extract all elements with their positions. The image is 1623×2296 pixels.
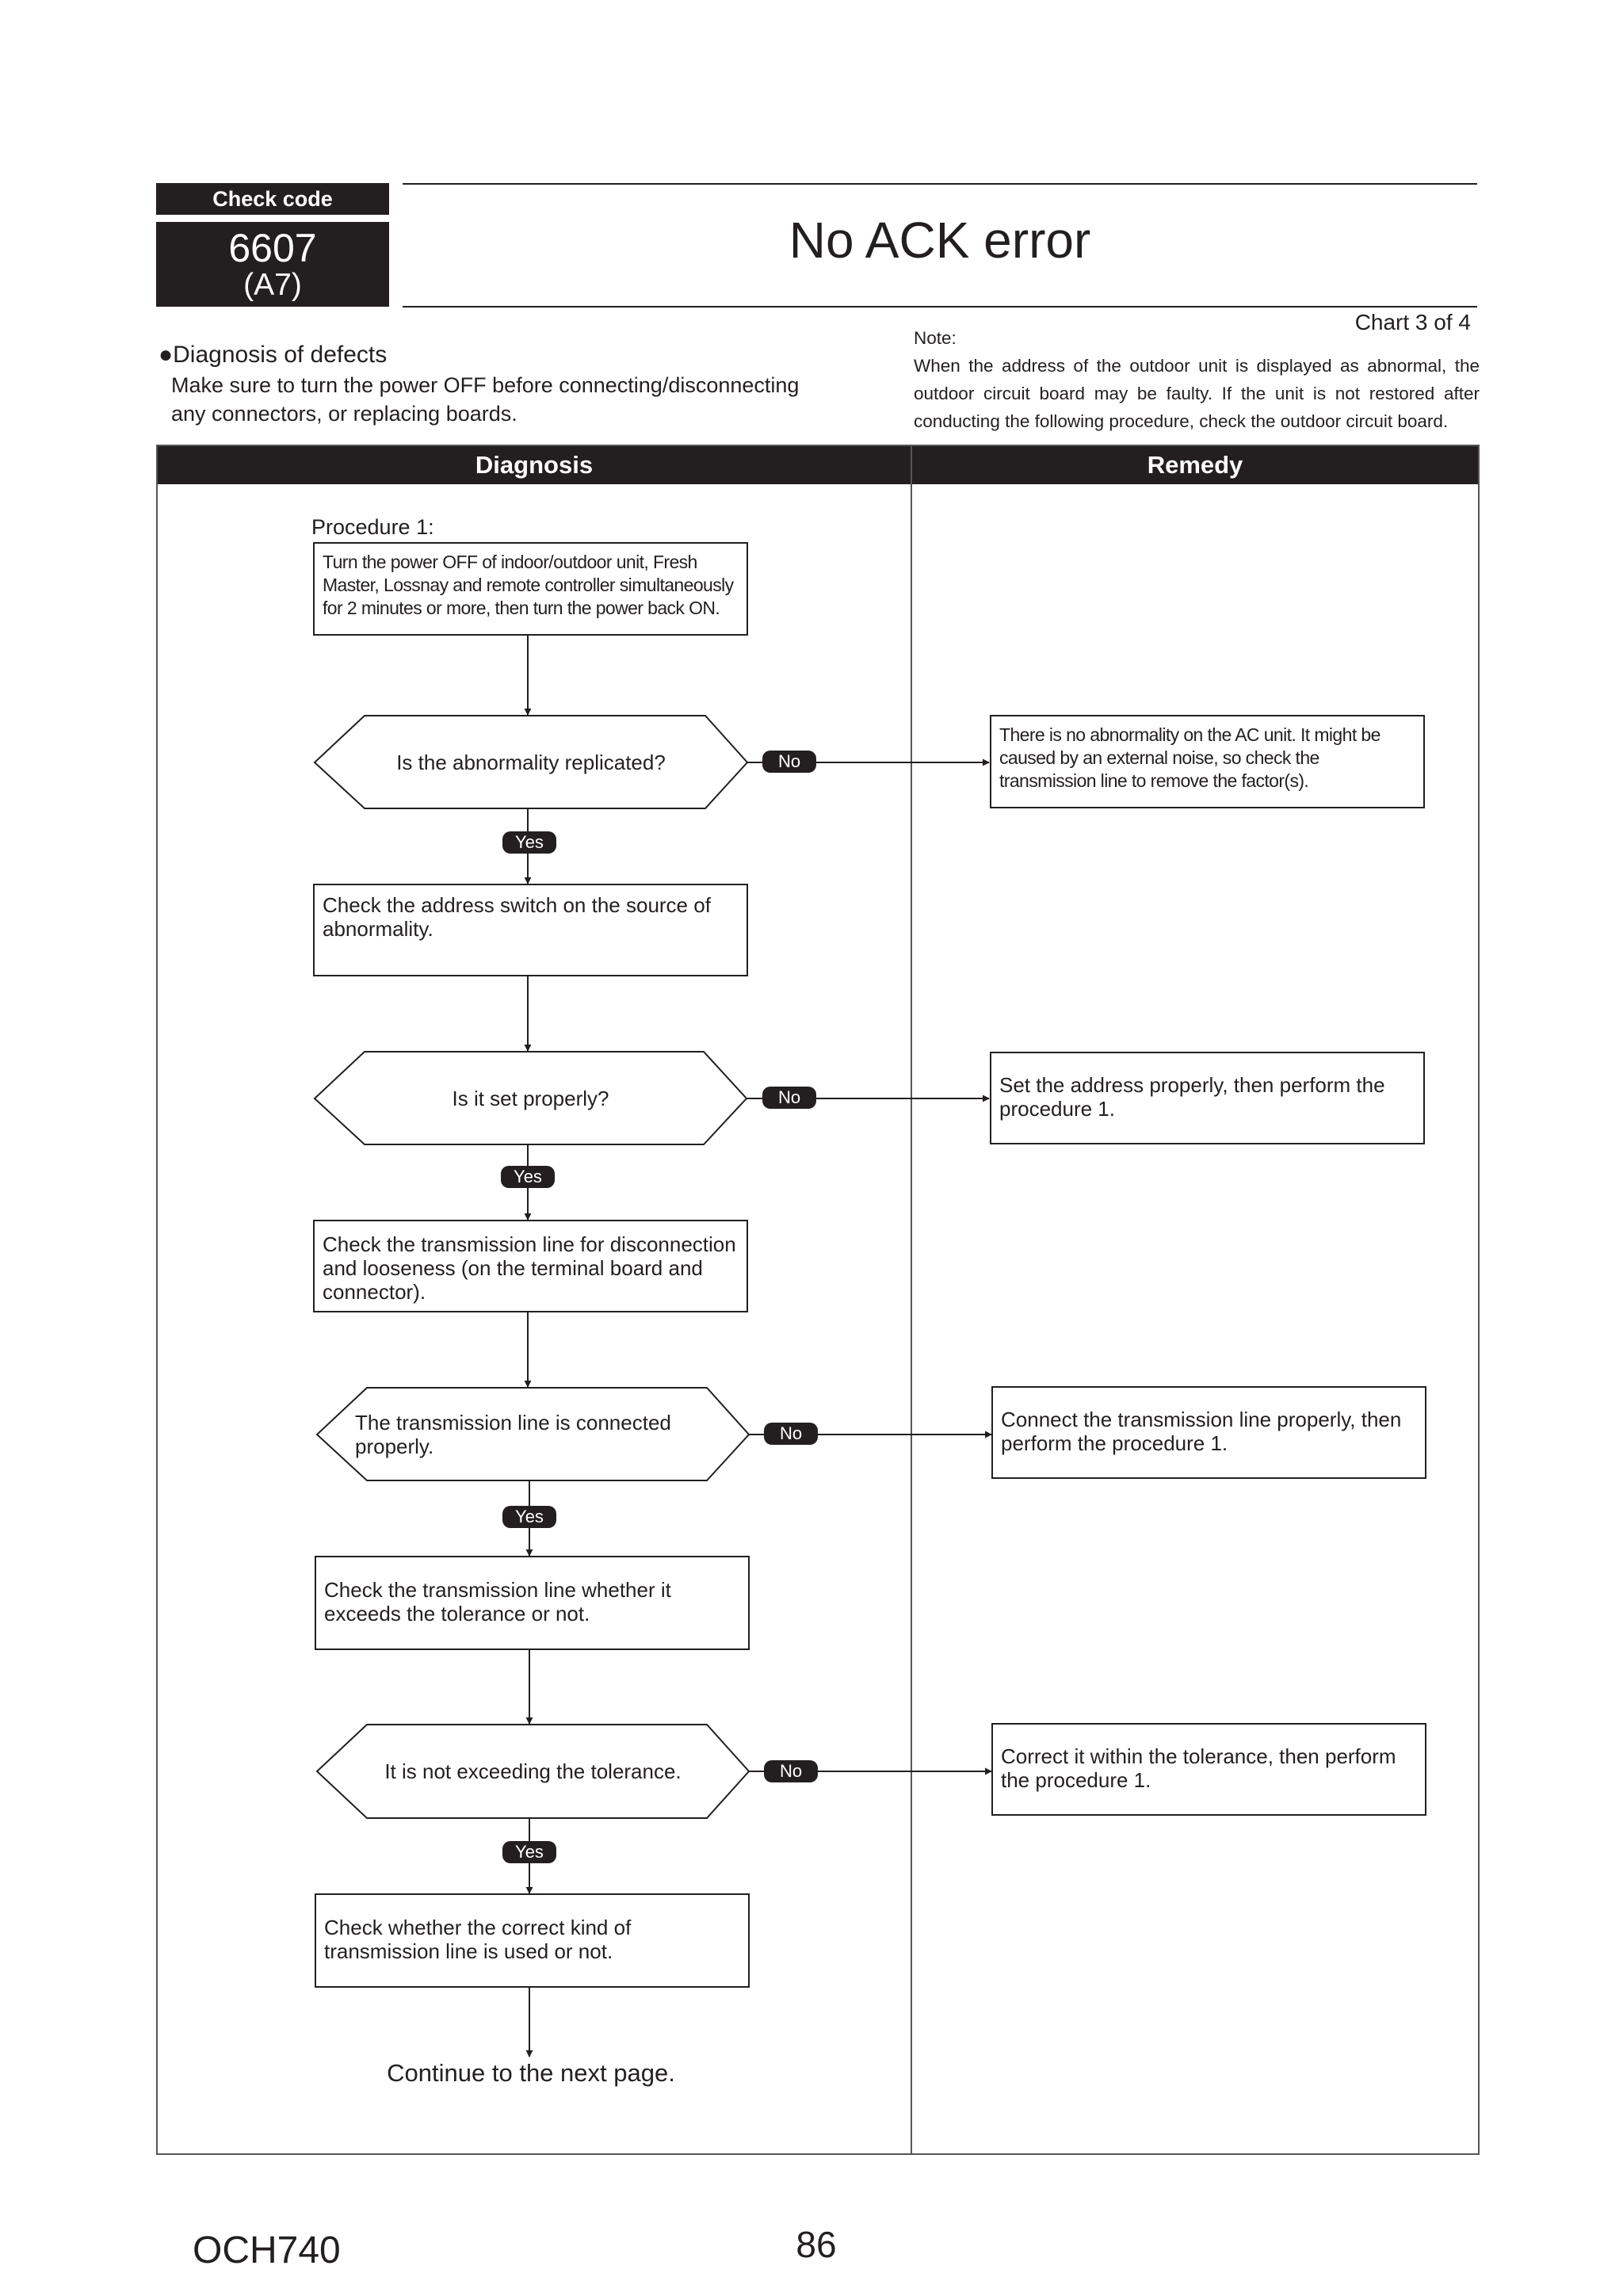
column-header-diagnosis: Diagnosis bbox=[475, 451, 594, 479]
chart-indicator: Chart 3 of 4 bbox=[1354, 310, 1471, 334]
step-5-box: Check whether the correct kind of transmission line is used or not. bbox=[315, 1893, 750, 1988]
yes-badge-1: Yes bbox=[502, 831, 556, 854]
check-code-label: Check code bbox=[156, 183, 389, 215]
page-title: No ACK error bbox=[789, 212, 1091, 269]
yes-badge-3: Yes bbox=[502, 1506, 556, 1528]
remedy-1-box: There is no abnormality on the AC unit. It might be caused by an external noise, so check the transmission line to remove the factor(s). bbox=[990, 715, 1425, 808]
procedure-label: Procedure 1: bbox=[311, 515, 434, 539]
decision-1-text: Is the abnormality replicated? bbox=[396, 750, 666, 774]
remedy-2-box: Set the address properly, then perform the procedure 1. bbox=[990, 1052, 1425, 1144]
no-badge-2: No bbox=[762, 1087, 816, 1109]
instruction-line-1: Make sure to turn the power OFF before connecting/disconnecting bbox=[171, 373, 800, 397]
no-badge-3: No bbox=[764, 1423, 818, 1445]
yes-badge-2: Yes bbox=[501, 1166, 555, 1188]
remedy-3-box: Connect the transmission line properly, then perform the procedure 1. bbox=[991, 1386, 1426, 1479]
remedy-4-box: Correct it within the tolerance, then perform the procedure 1. bbox=[991, 1723, 1426, 1816]
check-code-alt: (A7) bbox=[243, 268, 302, 302]
instruction-line-2: any connectors, or replacing boards. bbox=[171, 402, 517, 426]
yes-badge-4: Yes bbox=[502, 1841, 556, 1863]
check-code-number: 6607 bbox=[228, 226, 317, 270]
column-header-remedy: Remedy bbox=[1147, 451, 1243, 479]
page-number: 86 bbox=[796, 2224, 837, 2265]
note-text: When the address of the outdoor unit is displayed as abnormal, the outdoor circuit board may be faulty. If the unit is not restored after conducting the following procedure, check the outdoor circuit board. bbox=[914, 356, 1480, 431]
model-code: OCH740 bbox=[193, 2229, 341, 2271]
no-badge-4: No bbox=[764, 1760, 818, 1782]
decision-3-text: The transmission line is connected properly. bbox=[355, 1410, 671, 1458]
decision-2-text: Is it set properly? bbox=[452, 1086, 609, 1110]
note-label: Note: bbox=[914, 328, 957, 348]
decision-4-text: It is not exceeding the tolerance. bbox=[384, 1759, 682, 1783]
continue-note: Continue to the next page. bbox=[387, 2059, 675, 2087]
diagnosis-heading: ●Diagnosis of defects bbox=[158, 342, 388, 368]
step-3-box: Check the transmission line for disconnection and looseness (on the terminal board and connector). bbox=[313, 1220, 748, 1312]
step-1-box: Turn the power OFF of indoor/outdoor unit, Fresh Master, Lossnay and remote controller simultaneously for 2 minutes or more, then turn the power back ON. bbox=[313, 542, 748, 636]
step-2-box: Check the address switch on the source of abnormality. bbox=[313, 884, 748, 976]
no-badge-1: No bbox=[762, 751, 816, 773]
step-4-box: Check the transmission line whether it exceeds the tolerance or not. bbox=[315, 1556, 750, 1650]
